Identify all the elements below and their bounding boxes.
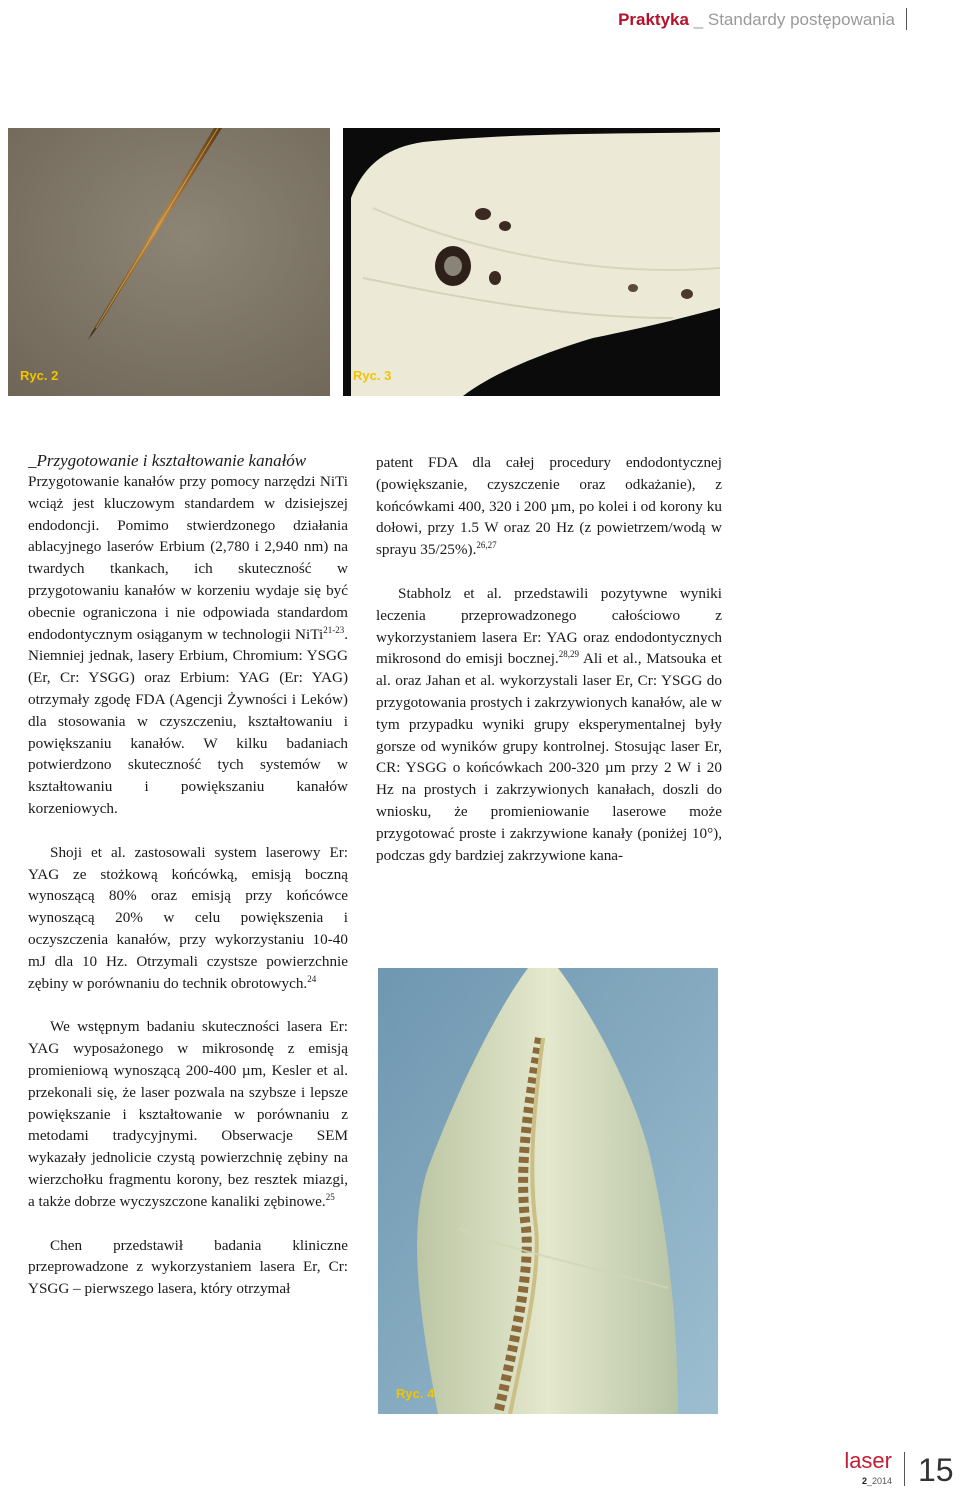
page-number: 15	[918, 1452, 954, 1488]
figure-ryc-2-image	[8, 128, 330, 396]
right-p2-text: Stabholz et al. przedstawili pozytywne wyniki leczenia przeprowadzonego całościowo z wykorzystaniem lasera Er: YAG oraz endodontycznych mikrosond do emisji bocznej.	[376, 584, 722, 668]
header-separator: _	[688, 10, 708, 29]
left-paragraph-3	[28, 1016, 348, 1212]
header-divider	[906, 8, 907, 30]
header-subsection: Standardy postępowania	[707, 10, 895, 29]
right-p1-text: patent FDA dla całej procedury endodontycznej (powiększanie, czyszczenie oraz odkażanie), z końcówkami 400, 320 i 200 µm, po kolei i od korony ku dołowi, przy 1.5 W oraz 20 Hz (z powietrzem/wodą w sprayu 35/25%).	[376, 454, 722, 559]
running-header	[560, 10, 895, 36]
figure-ryc-4	[378, 968, 718, 1414]
footer-divider	[904, 1452, 905, 1486]
left-paragraph-1	[28, 471, 348, 820]
left-p1-text: Przygotowanie kanałów przy pomocy narzędzi NiTi wciąż jest kluczowym standardem w dzisiejszej endodoncji. Pomimo stwierdzonego działania ablacyjnego laserów Erbium (2,780 i 2,940 nm) na twardych tkankach, ich skuteczność w przygotowaniu kanałów w korzeniu wydaje się być obecnie ograniczona i nie odpowiada standardom endodontycznym osiąganym w technologii NiTi	[28, 473, 348, 643]
right-p2-ref: 28,29	[558, 649, 579, 660]
figure-ryc-3	[343, 128, 720, 396]
footer-issue-number: 2	[861, 1476, 867, 1486]
right-paragraph-2	[376, 583, 722, 866]
left-p2-ref: 24	[307, 973, 317, 984]
section-heading: _Przygotowanie i kształtowanie kanałów	[28, 451, 307, 470]
left-column	[28, 450, 348, 1300]
figure-ryc-4-image	[378, 968, 718, 1414]
left-paragraph-2	[28, 842, 348, 995]
figure-ryc-2	[8, 128, 330, 396]
figure-ryc-3-label: Ryc. 3	[353, 368, 392, 383]
left-p1-ref: 21-23	[323, 624, 345, 635]
right-p1-ref: 26,27	[476, 540, 497, 551]
left-p1-text-2: . Niemniej jednak, lasery Erbium, Chromium: YSGG (Er, Cr: YSGG) oraz Erbium: YAG (Er: YAG) otrzymały zgodę FDA (Agencji Żywności i Leków) dla stosowania w czyszczeniu, kształtowaniu i powiększaniu kanałów. W kilku badaniach potwierdzono skuteczność tych systemów w kształtowaniu i powiększaniu kanałów korzeniowych.	[28, 625, 348, 817]
footer-issue-year: _2014	[866, 1476, 892, 1486]
figure-ryc-3-image	[343, 128, 720, 396]
right-paragraph-1	[376, 452, 722, 561]
right-column	[376, 452, 722, 866]
header-section: Praktyka	[618, 10, 689, 29]
footer-issue	[830, 1476, 892, 1486]
footer-brand: laser	[844, 1448, 892, 1473]
left-p3-ref: 25	[325, 1191, 335, 1202]
left-paragraph-4: Chen przedstawił badania kliniczne przeprowadzone z wykorzystaniem lasera Er, Cr: YSGG – pierwszego lasera, który otrzymał	[28, 1236, 348, 1298]
left-p2-text: Shoji et al. zastosowali system laserowy Er: YAG ze stożkową końcówką, emisją boczną wynoszącą 80% oraz emisją przy końcówce wynoszącą 20% w celu powiększenia i oczyszczenia kanałów, przy wykorzystaniu 10-40 mJ dla 10 Hz. Otrzymali czystsze powierzchnie zębiny w porównaniu do technik obrotowych.	[28, 843, 348, 992]
figure-ryc-4-label: Ryc. 4	[396, 1386, 435, 1401]
figure-ryc-2-label: Ryc. 2	[20, 368, 59, 383]
left-p3-text: We wstępnym badaniu skuteczności lasera Er: YAG wyposażonego w mikrosondę z emisją promieniową wynoszącą 200-400 µm, Kesler et al. przekonali się, że laser pozwala na szybsze i lepsze powiększanie i kształtowanie w porównaniu z metodami tradycyjnymi. Obserwacje SEM wykazały jednolicie czystą powierzchnię zębiny na wierzchołku fragmentu korony, bez resztek miazgi, a także dobrze wyczyszczone kanaliki zębinowe.	[28, 1018, 348, 1210]
right-p2-text-2: Ali et al., Matsouka et al. oraz Jahan et al. wykorzystali laser Er, Cr: YSGG do przygotowania prostych i zakrzywionych kanałów, ale w tym przypadku wyniki grupy eksperymentalnej były gorsze od wyników grupy kontrolnej. Stosując laser Er, CR: YSGG o końcówkach 200-320 µm przy 2 W i 20 Hz na prostych i zakrzywionych kanałach, doszli do wniosku, że promieniowanie laserowe może przygotować proste i zakrzywione kanały (poniżej 10°), podczas gdy bardziej zakrzywione kana-	[376, 650, 722, 864]
